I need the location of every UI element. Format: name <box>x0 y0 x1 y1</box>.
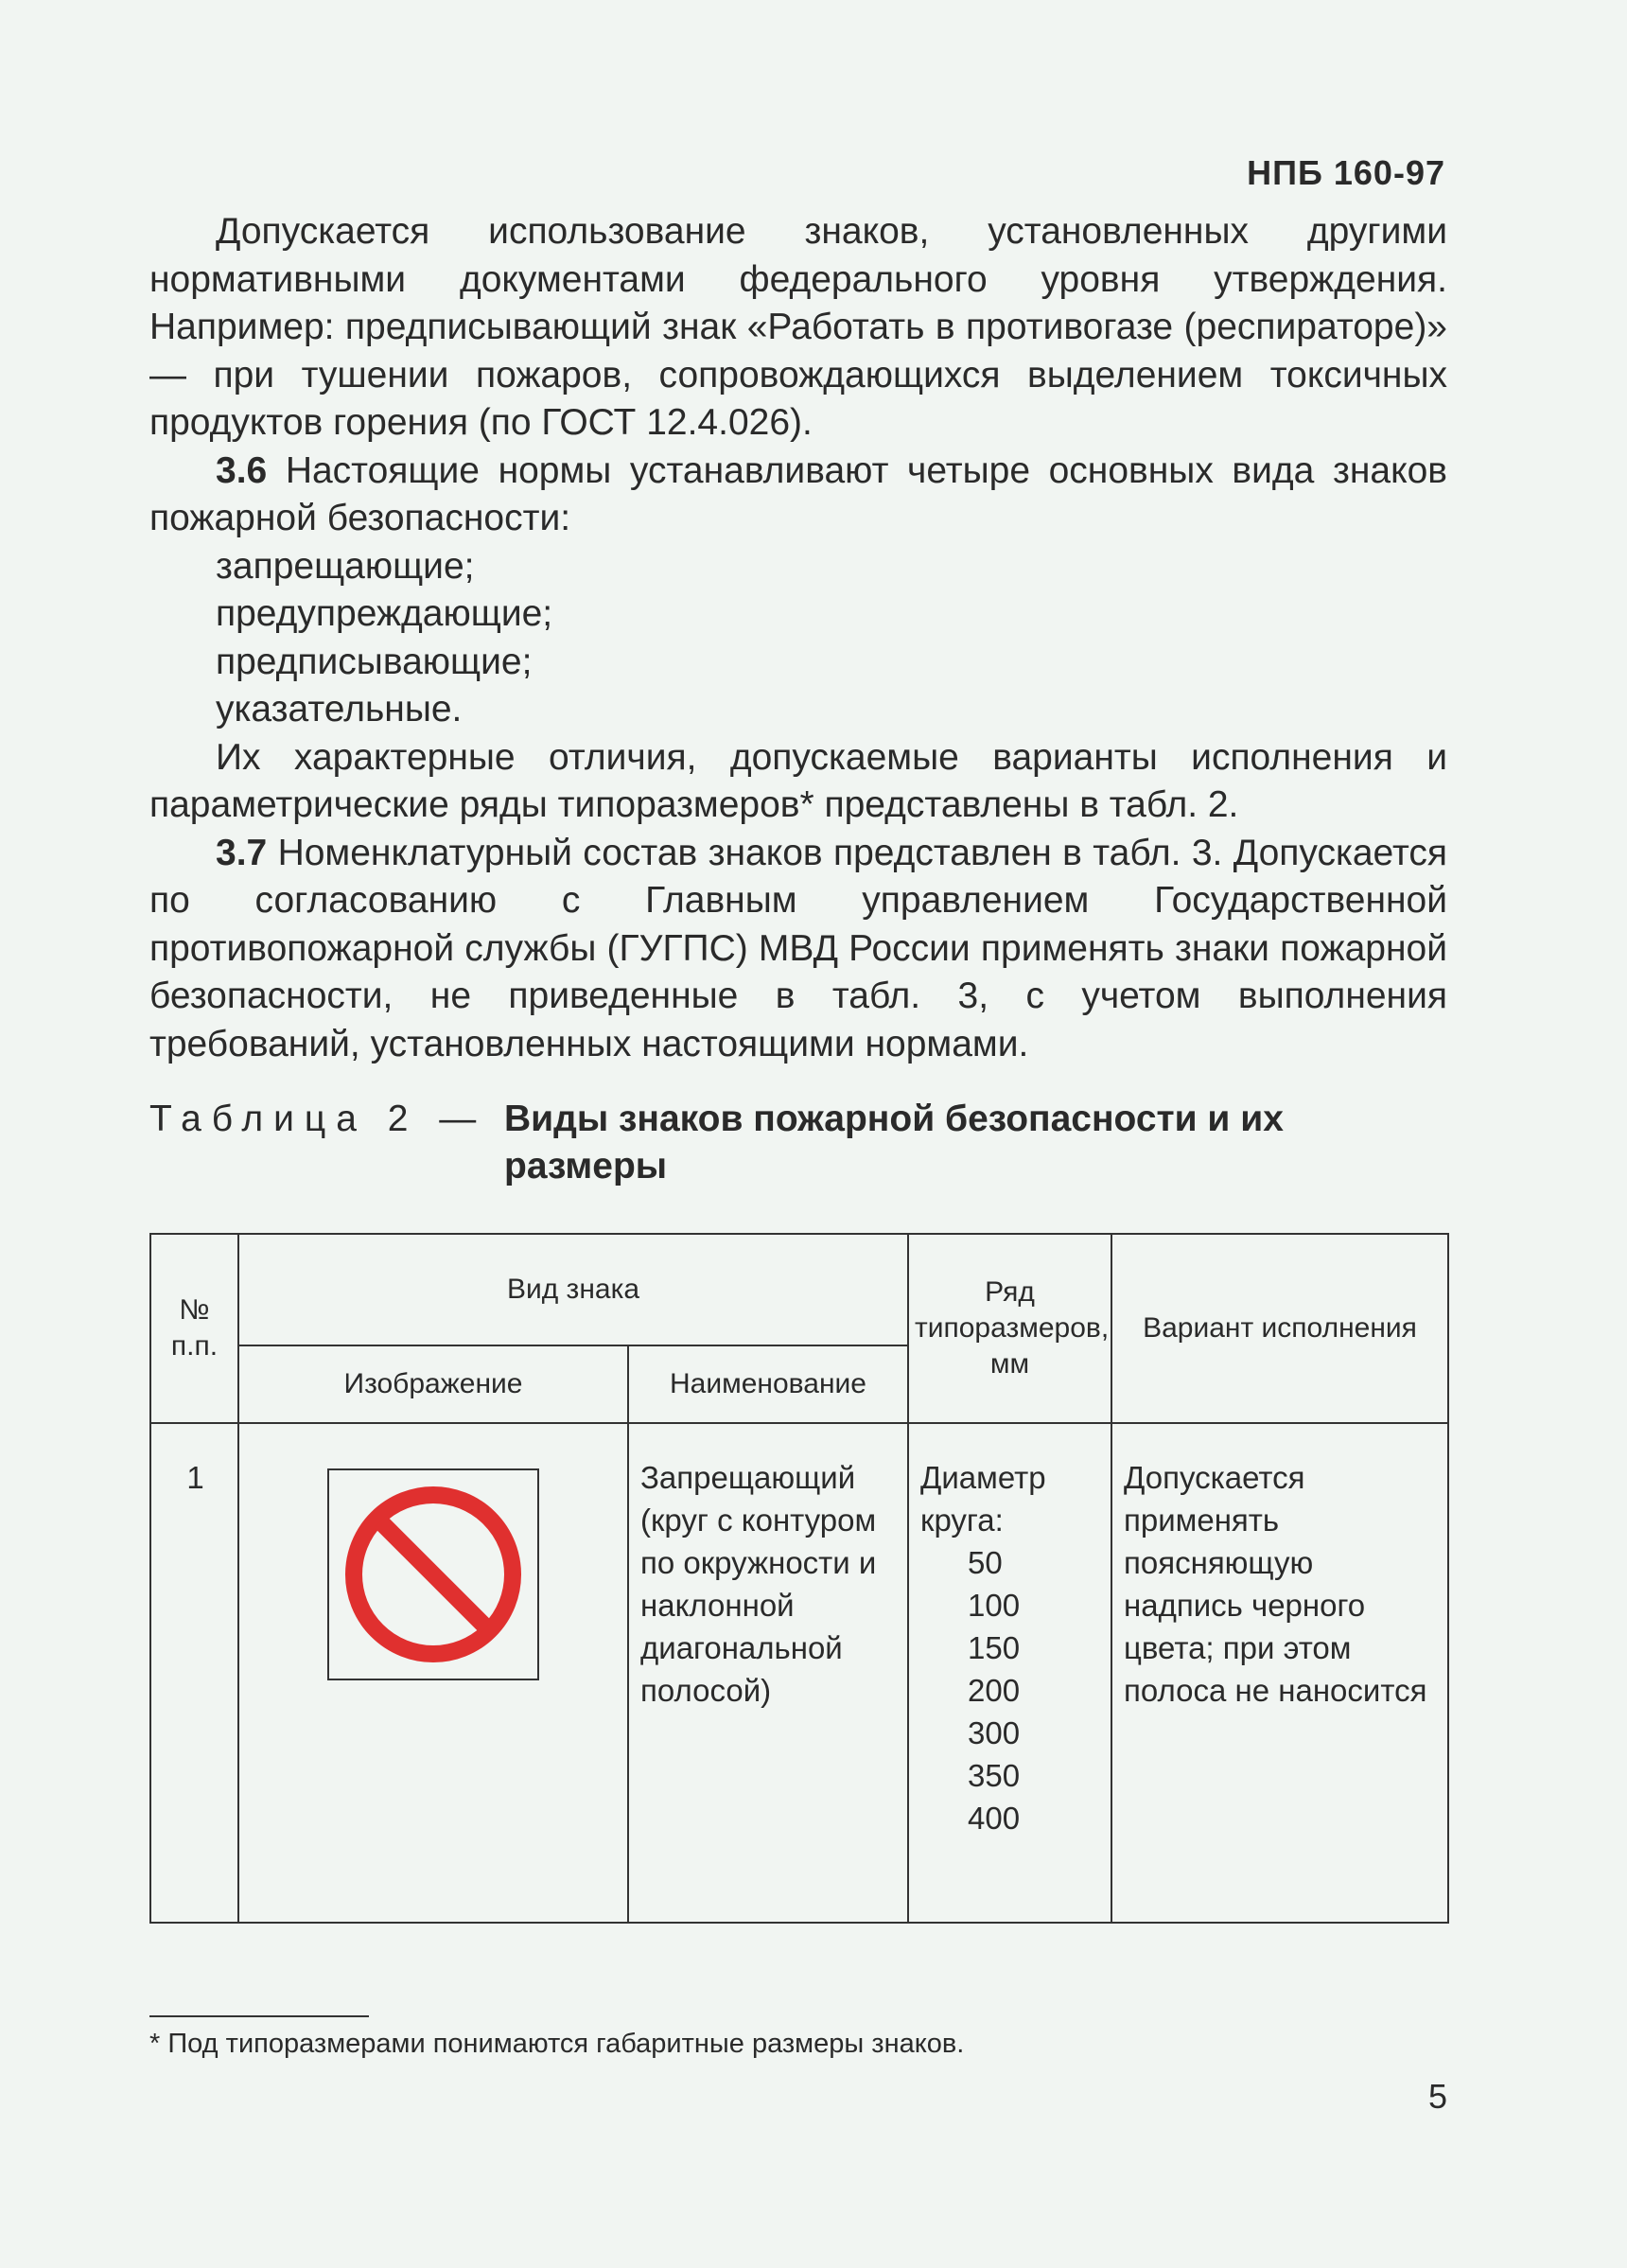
sizes-label: Диаметр круга: <box>920 1460 1046 1538</box>
paragraph-1: Допускается использование знаков, установленных другими нормативными документами федерального уровня утверждения. Например: предписывающий знак «Работать в противогазе (респираторе)» — при тушении пожаров, сопровождающихся выделением токсичных продуктов горения (по ГОСТ 12.4.026). <box>149 211 1447 443</box>
header-num: № п.п. <box>150 1234 238 1423</box>
table-title: Виды знаков пожарной безопасности и их размеры <box>504 1099 1284 1187</box>
document-code: НПБ 160-97 <box>1247 153 1445 192</box>
clause-text: Номенклатурный состав знаков представлен в табл. 3. Допускается по согласованию с Главным управлением Государственной противопожарной службы (ГУГПС) МВД России применять знаки пожарной безопасности, не приведенные в табл. 3, с учетом выполнения требований, установленных настоящими нормами. <box>149 832 1447 1064</box>
body-text <box>149 208 1447 1068</box>
sizes-list <box>920 1541 1101 1839</box>
row-sizes <box>908 1423 1111 1923</box>
paragraph-3: Их характерные отличия, допускаемые варианты исполнения и параметрические ряды типоразмеров* представлены в табл. 2. <box>149 736 1447 825</box>
table-label: Таблица 2 — <box>149 1099 487 1139</box>
size-item: 350 <box>968 1758 1021 1793</box>
clause-text: Настоящие нормы устанавливают четыре основных вида знаков пожарной безопасности: <box>149 449 1447 538</box>
size-item: 300 <box>968 1715 1021 1750</box>
page-number: 5 <box>1427 2077 1447 2116</box>
table-row <box>150 1423 1448 1923</box>
size-item: 100 <box>968 1588 1021 1623</box>
size-item: 400 <box>968 1801 1021 1836</box>
header-sign-type: Вид знака <box>238 1234 908 1345</box>
paragraph-3-6 <box>149 448 1447 543</box>
list-item: предупреждающие; <box>216 593 553 634</box>
size-item: 200 <box>968 1673 1021 1708</box>
list-item: указательные. <box>216 689 463 730</box>
clause-number: 3.7 <box>216 832 268 873</box>
header-name: Наименование <box>628 1345 908 1423</box>
clause-number: 3.6 <box>216 449 268 491</box>
row-num: 1 <box>150 1423 238 1923</box>
footnote-divider <box>149 2015 369 2017</box>
header-image: Изображение <box>238 1345 628 1423</box>
paragraph-3-7 <box>149 830 1447 1069</box>
row-image <box>238 1423 628 1923</box>
list-item: запрещающие; <box>216 545 475 587</box>
header-variant: Вариант исполнения <box>1111 1234 1448 1423</box>
footnote: * Под типоразмерами понимаются габаритные размеры знаков. <box>149 2029 965 2059</box>
sign-types-table <box>149 1233 1449 1924</box>
sign-frame <box>327 1468 539 1680</box>
row-variant: Допускается применять поясняющую надпись черного цвета; при этом полоса не наносится <box>1111 1423 1448 1923</box>
size-item: 50 <box>968 1545 1003 1580</box>
row-name: Запрещающий (круг с контуром по окружности и наклонной диагональной полосой) <box>628 1423 908 1923</box>
size-item: 150 <box>968 1630 1021 1665</box>
prohibition-sign-icon <box>341 1482 526 1667</box>
header-sizes: Ряд типоразмеров, мм <box>908 1234 1111 1423</box>
list-item: предписывающие; <box>216 641 533 682</box>
